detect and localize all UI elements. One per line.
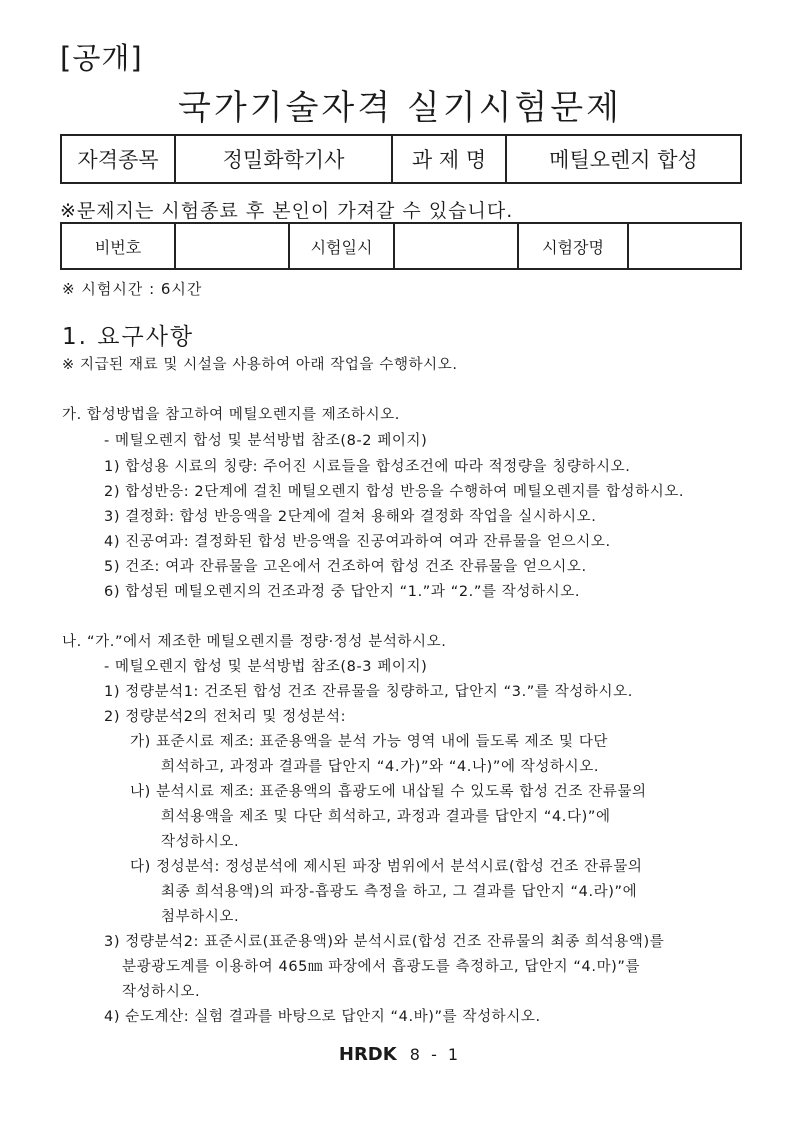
- instruction-line: 1) 정량분석1: 건조된 합성 건조 잔류물을 칭량하고, 답안지 “3.”를 작성하시오.: [104, 684, 633, 700]
- instruction-line: 3) 결정화: 합성 반응액을 2단계에 걸쳐 용해와 결정화 작업을 실시하시오.: [104, 509, 597, 525]
- instruction-line: 희석하고, 과정과 결과를 답안지 “4.가)”와 “4.나)”에 작성하시오.: [161, 759, 600, 775]
- date-label: 시험일시: [289, 223, 394, 269]
- instruction-line: 2) 정량분석2의 전처리 및 정성분석:: [104, 709, 347, 725]
- qualification-table: [60, 134, 742, 184]
- page-title: 국가기술자격 실기시험문제: [178, 88, 622, 128]
- instruction-line: 나) 분석시료 제조: 표준용액의 흡광도에 내삽될 수 있도록 합성 건조 잔류물의: [130, 784, 647, 800]
- instruction-line: - 메틸오렌지 합성 및 분석방법 참조(8-2 페이지): [104, 433, 428, 449]
- hrdk-logo: HRDK: [338, 1044, 397, 1065]
- id-value-cell: [175, 223, 289, 269]
- instruction-line: 가) 표준시료 제조: 표준용액을 분석 가능 영역 내에 들도록 제조 및 다단: [130, 734, 609, 750]
- qual-label: 자격종목: [61, 135, 175, 183]
- instruction-line: 희석용액을 제조 및 다단 희석하고, 과정과 결과를 답안지 “4.다)”에: [161, 809, 611, 825]
- page-footer: [0, 1044, 800, 1065]
- instruction-line: 2) 합성반응: 2단계에 걸친 메틸오렌지 합성 반응을 수행하여 메틸오렌지를 합성하시오.: [104, 484, 685, 500]
- instruction-line: 4) 순도계산: 실험 결과를 바탕으로 답안지 “4.바)”를 작성하시오.: [104, 1009, 541, 1025]
- instruction-line: - 메틸오렌지 합성 및 분석방법 참조(8-3 페이지): [104, 659, 428, 675]
- task-label: 과 제 명: [392, 135, 506, 183]
- instruction-line: 4) 진공여과: 결정화된 합성 반응액을 진공여과하여 여과 잔류물을 얻으시오.: [104, 534, 611, 550]
- instruction-line: 나. “가.”에서 제조한 메틸오렌지를 정량·정성 분석하시오.: [62, 634, 447, 650]
- instruction-line: 작성하시오.: [161, 834, 240, 850]
- instruction-line: 5) 건조: 여과 잔류물을 고온에서 건조하여 합성 건조 잔류물을 얻으시오.: [104, 559, 587, 575]
- instruction-line: 최종 희석용액)의 파장-흡광도 측정을 하고, 그 결과를 답안지 “4.라)”에: [161, 884, 638, 900]
- instruction-line: 3) 정량분석2: 표준시료(표준용액)와 분석시료(합성 건조 잔류물의 최종 희석용액)를: [104, 934, 665, 950]
- instruction-line: 6) 합성된 메틸오렌지의 건조과정 중 답안지 “1.”과 “2.”를 작성하시오.: [104, 584, 581, 600]
- place-value-cell: [628, 223, 741, 269]
- id-label: 비번호: [61, 223, 175, 269]
- exam-info-table: [60, 222, 742, 270]
- instruction-line: 다) 정성분석: 정성분석에 제시된 파장 범위에서 분석시료(합성 건조 잔류물의: [130, 859, 643, 875]
- date-value-cell: [394, 223, 518, 269]
- qual-value: 정밀화학기사: [175, 135, 392, 183]
- section-title: 1. 요구사항: [62, 324, 195, 350]
- public-tag: [공개]: [60, 41, 143, 75]
- exam-time-note: ※ 시험시간 : 6시간: [62, 280, 203, 298]
- instruction-line: 가. 합성방법을 참고하여 메틸오렌지를 제조하시오.: [62, 407, 400, 423]
- notice-text: ※문제지는 시험종료 후 본인이 가져갈 수 있습니다.: [60, 200, 514, 222]
- instruction-line: 1) 합성용 시료의 칭량: 주어진 시료들을 합성조건에 따라 적정량을 칭량하시오.: [104, 459, 631, 475]
- instruction-line: 작성하시오.: [122, 984, 201, 1000]
- place-label: 시험장명: [518, 223, 628, 269]
- instruction-line: 분광광도계를 이용하여 465㎚ 파장에서 흡광도를 측정하고, 답안지 “4.마)”를: [122, 959, 641, 975]
- instruction-line: 첨부하시오.: [161, 909, 240, 925]
- task-value: 메틸오렌지 합성: [506, 135, 741, 183]
- instruction-line: ※ 지급된 재료 및 시설을 사용하여 아래 작업을 수행하시오.: [62, 357, 458, 373]
- page-number: 8 - 1: [409, 1045, 462, 1064]
